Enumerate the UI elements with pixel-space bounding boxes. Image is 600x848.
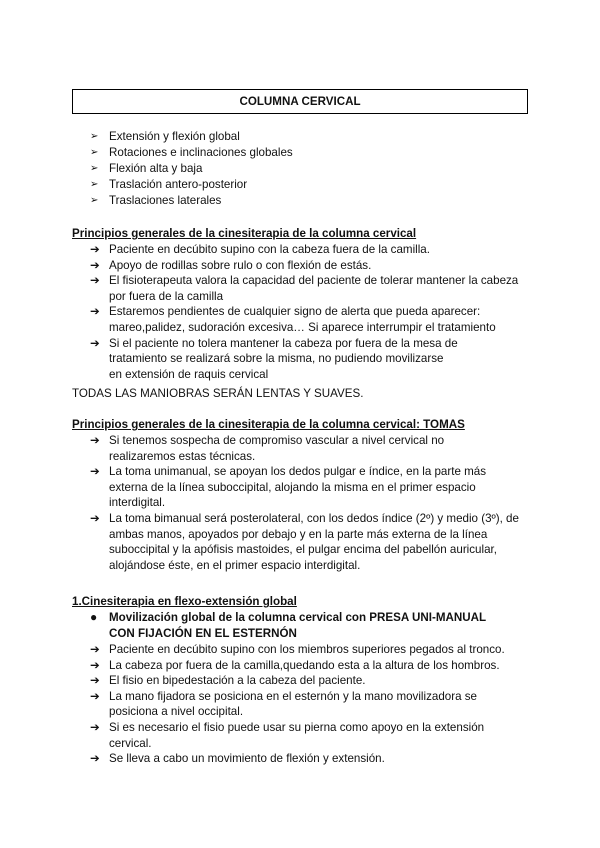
arrow-icon: ➔ [90, 720, 100, 734]
bullet-icon: ● [90, 610, 98, 624]
list-item-text: El fisio en bipedestación a la cabeza del paciente. [109, 674, 366, 688]
list-item [90, 433, 530, 464]
list-item [90, 751, 530, 767]
arrow-icon: ➔ [90, 243, 100, 256]
list-item-text: Apoyo de rodillas sobre rulo o con flexión de estás. [109, 258, 372, 272]
list-item [90, 242, 530, 258]
arrow-icon: ➔ [90, 643, 100, 656]
list-item [90, 720, 530, 751]
list-item-text: Se lleva a cabo un movimiento de flexión y extensión. [109, 752, 385, 766]
list-item [90, 273, 530, 304]
list-item [90, 145, 293, 161]
section-heading-principles: Principios generales de la cinesiterapia de la columna cervical [72, 227, 417, 240]
tomas-list [90, 433, 530, 573]
list-item-text: El fisioterapeuta valora la capacidad del paciente de tolerar mantener la cabeza por fuera de la camilla [109, 274, 519, 303]
list-item-text: Extensión y flexión global [109, 130, 240, 143]
arrowhead-icon: ➢ [90, 179, 99, 190]
technique-steps-list [90, 642, 530, 767]
list-item [90, 129, 293, 145]
arrow-icon: ➔ [90, 258, 100, 272]
arrow-icon: ➔ [90, 305, 100, 319]
arrow-icon: ➔ [90, 434, 100, 447]
list-item-text: Rotaciones e inclinaciones globales [109, 146, 293, 159]
list-item-text: Traslación antero-posterior [109, 178, 248, 191]
technique-title: Movilización global de la columna cervical con PRESA UNI-MANUAL CON FIJACIÓN EN EL ESTERNÓN [109, 611, 486, 640]
list-item-text: Si el paciente no tolera mantener la cabeza por fuera de la mesa de tratamiento se realizará sobre la misma, no pudiendo movilizarse en extensión de raquis cervical [109, 336, 458, 381]
arrow-icon: ➔ [90, 465, 100, 479]
maneuvers-note: TODAS LAS MANIOBRAS SERÁN LENTAS Y SUAVES. [72, 387, 364, 400]
list-item-text: La toma unimanual, se apoyan los dedos pulgar e índice, en la parte más externa de la línea suboccipital, alojando la misma en el primer espacio interdigital. [109, 465, 487, 510]
principles-list [90, 242, 530, 382]
list-item [90, 336, 530, 383]
list-item [90, 161, 293, 177]
list-item-text: La toma bimanual será posterolateral, con los dedos índice (2º) y medio (3º), de ambas manos, apoyados por debajo y en la parte más externa de la línea suboccipital y la apófisis mastoides, el pulgar encima del pabellón auricular, alojándose éste, en el primer espacio interdigital. [109, 511, 519, 572]
section-heading-tomas: Principios generales de la cinesiterapia de la columna cervical: TOMAS [72, 418, 465, 431]
arrow-icon: ➔ [90, 336, 100, 350]
list-item [90, 511, 530, 573]
list-item [90, 258, 530, 274]
list-item [90, 673, 530, 689]
list-item-text: Flexión alta y baja [109, 162, 203, 175]
arrow-icon: ➔ [90, 674, 100, 688]
list-item-text: Paciente en decúbito supino con los miembros superiores pegados al tronco. [109, 643, 505, 656]
arrowhead-icon: ➢ [90, 195, 99, 206]
arrow-icon: ➔ [90, 511, 100, 525]
arrow-icon: ➔ [90, 689, 100, 703]
list-item-text: Estaremos pendientes de cualquier signo de alerta que pueda aparecer: mareo,palidez, sudoración excesiva… Si aparece interrumpir el tratamiento [109, 305, 496, 334]
list-item-text: Si tenemos sospecha de compromiso vascular a nivel cervical no realizaremos estas técnicas. [109, 434, 445, 463]
arrow-icon: ➔ [90, 658, 100, 672]
technique-item [90, 610, 530, 641]
arrowhead-icon: ➢ [90, 131, 99, 142]
list-item-text: La mano fijadora se posiciona en el esternón y la mano movilizadora se posiciona a nivel occipital. [109, 689, 477, 719]
page-title-text: COLUMNA CERVICAL [239, 94, 361, 108]
list-item [90, 464, 530, 511]
list-item [90, 304, 530, 335]
list-item-text: Paciente en decúbito supino con la cabeza fuera de la camilla. [109, 243, 430, 256]
arrowhead-icon: ➢ [90, 147, 99, 158]
list-item-text: Traslaciones laterales [109, 194, 222, 207]
arrow-icon: ➔ [90, 274, 100, 288]
list-item [90, 642, 530, 658]
list-item-text: Si es necesario el fisio puede usar su pierna como apoyo en la extensión cervical. [109, 720, 485, 750]
list-item [90, 177, 293, 193]
arrow-icon: ➔ [90, 752, 100, 766]
section-heading-flexo-extension: 1.Cinesiterapia en flexo-extensión global [72, 595, 297, 608]
list-item [90, 658, 530, 674]
list-item-text: La cabeza por fuera de la camilla,quedando esta a la altura de los hombros. [109, 658, 500, 672]
intro-list [90, 129, 293, 209]
arrowhead-icon: ➢ [90, 163, 99, 174]
list-item [90, 193, 293, 209]
page-title [72, 89, 528, 114]
list-item [90, 689, 530, 720]
